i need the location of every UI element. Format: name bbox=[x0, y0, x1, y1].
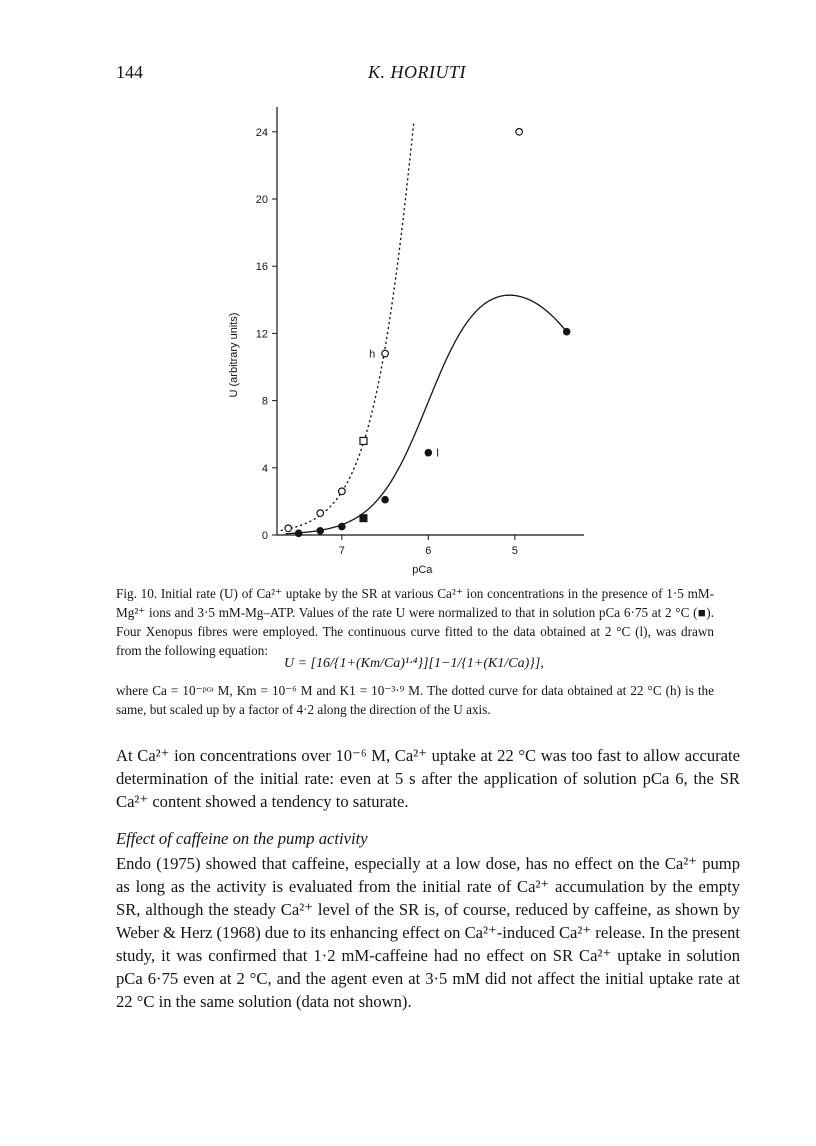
figure-caption-continued: where Ca = 10⁻ᵖᶜᵃ M, Km = 10⁻⁶ M and K1 = 10⁻³·⁹ M. The dotted curve for data obtained at 22 °C (h) is the same, but scaled up by a factor of 4·2 along the direction of the U axis. bbox=[116, 683, 714, 717]
page-number: 144 bbox=[116, 62, 143, 82]
y-tick-label: 24 bbox=[255, 126, 268, 139]
point-2C bbox=[381, 496, 389, 504]
chart-curves bbox=[281, 124, 566, 534]
y-tick-label: 20 bbox=[255, 194, 268, 206]
point-22C bbox=[339, 488, 346, 495]
point-2C bbox=[425, 449, 433, 457]
x-tick-label: 6 bbox=[425, 545, 432, 557]
point-22C bbox=[516, 129, 523, 136]
chart-axes bbox=[272, 107, 584, 540]
point-2C bbox=[316, 527, 324, 535]
running-head: K. HORIUTI bbox=[368, 62, 466, 82]
chart-marks bbox=[285, 129, 571, 538]
body-paragraph-2: Endo (1975) showed that caffeine, especially at a low dose, has no effect on the Ca²⁺ pump as long as the activity is evaluated from the initial rate of Ca²⁺ accumulation by the empty SR, although the steady Ca²⁺ level of the SR is, of course, reduced by caffeine, as shown by Weber & Herz (1968) due to its enhancing effect on Ca²⁺-induced Ca²⁺ release. In the present study, it was confirmed that 1·2 mM-caffeine had no effect on SR Ca²⁺ uptake in solution pCa 6·75 even at 2 °C, and the agent even at 3·5 mM did not affect the initial uptake rate at 22 °C in the same solution (data not shown). bbox=[116, 854, 740, 1011]
point-2C bbox=[563, 328, 571, 336]
label-l: l bbox=[436, 447, 439, 460]
dotted-curve-22C bbox=[281, 124, 413, 531]
point-22C bbox=[285, 525, 292, 532]
x-tick-label: 5 bbox=[511, 545, 518, 557]
section-heading: Effect of caffeine on the pump activity bbox=[116, 829, 368, 848]
y-axis-title: U (arbitrary units) bbox=[228, 312, 240, 398]
x-tick-label: 7 bbox=[338, 545, 345, 557]
body-paragraph-1: At Ca²⁺ ion concentrations over 10⁻⁶ M, Ca²⁺ uptake at 22 °C was too fast to allow accurate determination of the initial rate: even at 5 s after the application of solution pCa 6, the SR Ca²⁺ content showed a tendency to saturate. bbox=[116, 746, 740, 811]
label-h: h bbox=[369, 348, 376, 361]
point-open-square bbox=[360, 437, 367, 444]
figure-10-chart bbox=[200, 96, 600, 586]
fitted-curve-2C bbox=[286, 295, 567, 534]
point-reference-square bbox=[359, 514, 367, 522]
point-2C bbox=[295, 530, 303, 538]
point-2C bbox=[338, 523, 346, 531]
x-axis-title: pCa bbox=[412, 564, 433, 576]
y-tick-label: 16 bbox=[255, 261, 268, 274]
figure-caption: Fig. 10. Initial rate (U) of Ca²⁺ uptake by the SR at various Ca²⁺ ion concentrations in the presence of 1·5 mM-Mg²⁺ ions and 3·5 mM-Mg–ATP. Values of the rate U were normalized to that in solution pCa 6·75 at 2 °C (■). Four Xenopus fibres were employed. The continuous curve fitted to the data obtained at 2 °C (l), was drawn from the following equation: bbox=[116, 586, 714, 658]
caption-equation: U = [16/{1+(Km/Ca)¹·⁴}][1−1/{1+(K1/Ca)}], bbox=[284, 656, 544, 671]
point-22C bbox=[382, 350, 389, 357]
point-22C bbox=[317, 510, 324, 517]
y-tick-label: 8 bbox=[261, 395, 268, 408]
chart-labels bbox=[228, 127, 518, 576]
y-tick-label: 0 bbox=[261, 530, 268, 542]
y-tick-label: 12 bbox=[255, 328, 268, 341]
y-tick-label: 4 bbox=[261, 462, 268, 475]
